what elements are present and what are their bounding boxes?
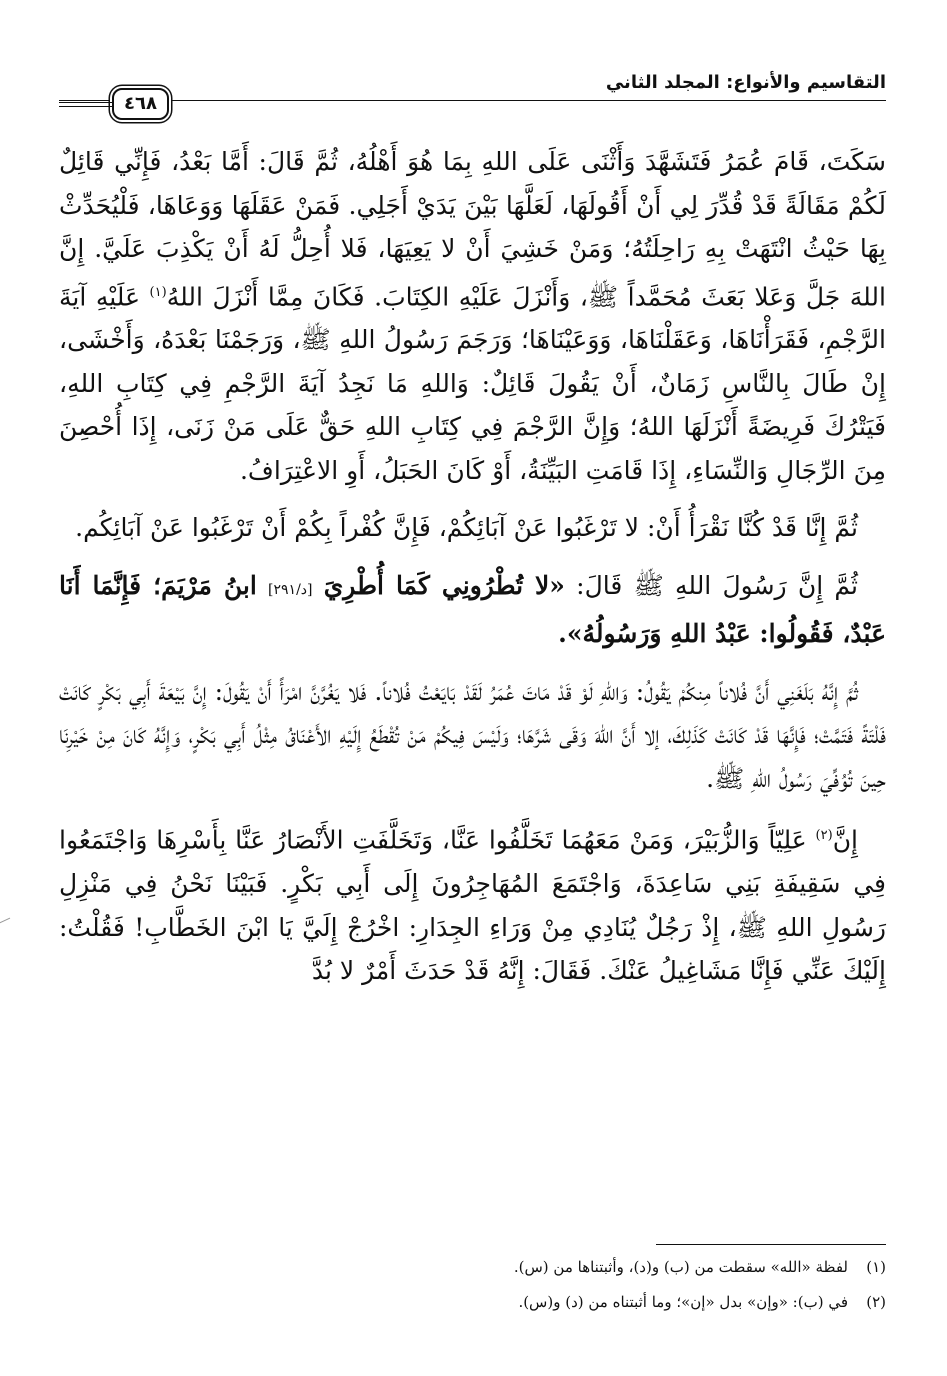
paragraph-1 (60, 140, 887, 492)
source-reference: [د/٢٩١] (269, 581, 314, 598)
page-number: ٤٦٨ (113, 88, 170, 120)
page-header (60, 68, 887, 96)
margin-scan-mark (0, 918, 20, 944)
hadith-quote-a: «لا تُطْرُونِي كَمَا أُطْرِيَ (324, 570, 566, 600)
footnote-1-number: (١) (867, 1258, 887, 1276)
main-text (60, 140, 887, 1007)
footnote-2 (60, 1285, 887, 1320)
paragraph-1-text-a: سَكَتَ، قَامَ عُمَرُ فَتَشَهَّدَ وَأَثْنَى عَلَى اللهِ بِمَا هُوَ أَهْلُهُ، ثُمَّ قَالَ: أَمَّا بَعْدُ، فَإِنِّي قَائِلٌ لَكُمْ مَقَالَةً قَدْ قُدِّرَ لِي أَنْ أَقُولَهَا، لَعَلَّهَا بَيْنَ يَدَيْ أَجَلِي. فَمَنْ عَقَلَهَا وَوَعَاهَا، فَلْيُحَدِّثْ بِهَا حَيْثُ انْتَهَتْ بِهِ رَاحِلَتُهُ؛ وَمَنْ خَشِيَ أَنْ لا يَعِيَهَا، فَلا أُحِلُّ لَهُ أَنْ يَكْذِبَ عَلَيَّ. إِنَّ اللهَ جَلَّ وَعَلا بَعَثَ مُحَمَّداً ﷺ، وَأَنْزَلَ عَلَيْهِ الكِتَابَ. فَكَانَ مِمَّا أَنْزَلَ اللهُ (60, 147, 887, 311)
paragraph-5-text-a: إِنَّ (833, 825, 859, 855)
footnotes (60, 1250, 887, 1320)
paragraph-5-text-b: عَلِيّاً وَالزُّبَيْرَ، وَمَنْ مَعَهُمَا تَخَلَّفُوا عَنَّا، وَتَخَلَّفَتِ الأَنْصَارُ عَنَّا بِأَسْرِهَا وَاجْتَمَعُوا فِي سَقِيفَةِ بَنِي سَاعِدَةَ، وَاجْتَمَعَ المُهَاجِرُونَ إِلَى أَبِي بَكْرٍ. فَبَيْنَا نَحْنُ فِي مَنْزِلِ رَسُولِ اللهِ ﷺ، إِذْ رَجُلٌ يُنَادِي مِنْ وَرَاءِ الجِدَارِ: اخْرُجْ إِلَيَّ يَا ابْنَ الخَطَّابِ! فَقُلْتُ: إِلَيْكَ عَنِّي فَإِنَّا مَشَاغِيلُ عَنْكَ. فَقَالَ: إِنَّهُ قَدْ حَدَثَ أَمْرٌ لا بُدَّ (60, 825, 887, 986)
page-number-ornament (60, 87, 170, 121)
running-title: التقاسيم والأنواع: المجلد الثاني (606, 71, 887, 93)
paragraph-3-intro: ثُمَّ إِنَّ رَسُولَ اللهِ ﷺ قَالَ: (577, 570, 859, 600)
footnote-marker-1: (١) (150, 284, 168, 300)
paragraph-4: ثُمَّ إِنَّهُ بَلَغَنِي أَنَّ فُلاناً مِنكُمْ يَقُولُ: وَاللهِ لَوْ قَدْ مَاتَ عُمَرُ لَقَدْ بَايَعْتُ فُلاناً. فَلا يَغُرَّنَّ امْرَأً أَنْ يَقُولَ: إِنَّ بَيْعَةَ أَبِي بَكْرٍ كَانَتْ فَلْتَةً فَتَمَّتْ؛ فَإِنَّهَا قَدْ كَانَتْ كَذَلِكَ، إلا أَنَّ اللهَ وَقَى شَرَّهَا؛ وَلَيْسَ فِيكُمْ مَنْ تُقْطَعُ إِلَيْهِ الأَعْنَاقُ مِثْلُ أَبِي بَكْرٍ، وَإِنَّهُ كَانَ مِنْ خَيْرِنَا حِينَ تُوُفِّيَ رَسُولُ اللهِ ﷺ. (60, 676, 887, 793)
page-number-lines (60, 102, 113, 107)
paragraph-1-text-b: عَلَيْهِ آيَةَ الرَّجْمِ، فَقَرَأْنَاهَا، وَعَقَلْنَاهَا، وَوَعَيْنَاهَا؛ وَرَجَمَ رَسُولُ اللهِ ﷺ، وَرَجَمْنَا بَعْدَهُ، وَأَخْشَى، إِنْ طَالَ بِالنَّاسِ زَمَانٌ، أَنْ يَقُولَ قَائِلٌ: وَاللهِ مَا نَجِدُ آيَةَ الرَّجْمِ فِي كِتَابِ اللهِ، فَيَتْرُكَ فَرِيضَةً أَنْزَلَهَا اللهُ؛ وَإِنَّ الرَّجْمَ فِي كِتَابِ اللهِ حَقٌّ عَلَى مَنْ زَنَى، إِذَا أُحْصِنَ مِنَ الرِّجَالِ وَالنِّسَاءِ، إِذَا قَامَتِ البَيِّنَةُ، أَوْ كَانَ الحَبَلُ، أَوِ الاعْتِرَافُ. (60, 281, 887, 485)
footnote-2-number: (٢) (867, 1293, 887, 1311)
footnote-1 (60, 1250, 887, 1285)
footnote-1-text: لفظة «الله» سقطت من (ب) و(د)، وأثبتناها من (س). (514, 1258, 849, 1276)
footnote-marker-2: (٢) (816, 828, 834, 844)
paragraph-3 (60, 564, 887, 656)
paragraph-2: ثُمَّ إِنَّا قَدْ كُنَّا نَقْرَأُ أَنْ: لا تَرْغَبُوا عَنْ آبَائِكُمْ، فَإِنَّ كُفْراً بِكُمْ أَنْ تَرْغَبُوا عَنْ آبَائِكُم. (76, 513, 859, 543)
paragraph-5 (60, 814, 887, 992)
footnote-2-text: في (ب): «وإن» بدل «إن»؛ وما أثبتناه من (د) و(س). (519, 1293, 849, 1311)
header-rule (60, 100, 887, 101)
hadith-quote-b: ابنُ مَرْيَمَ؛ فَإِنَّمَا أَنَا عَبْدٌ، فَقُولُوا: عَبْدُ اللهِ وَرَسُولُهُ». (60, 570, 887, 649)
footnote-separator (657, 1244, 887, 1245)
